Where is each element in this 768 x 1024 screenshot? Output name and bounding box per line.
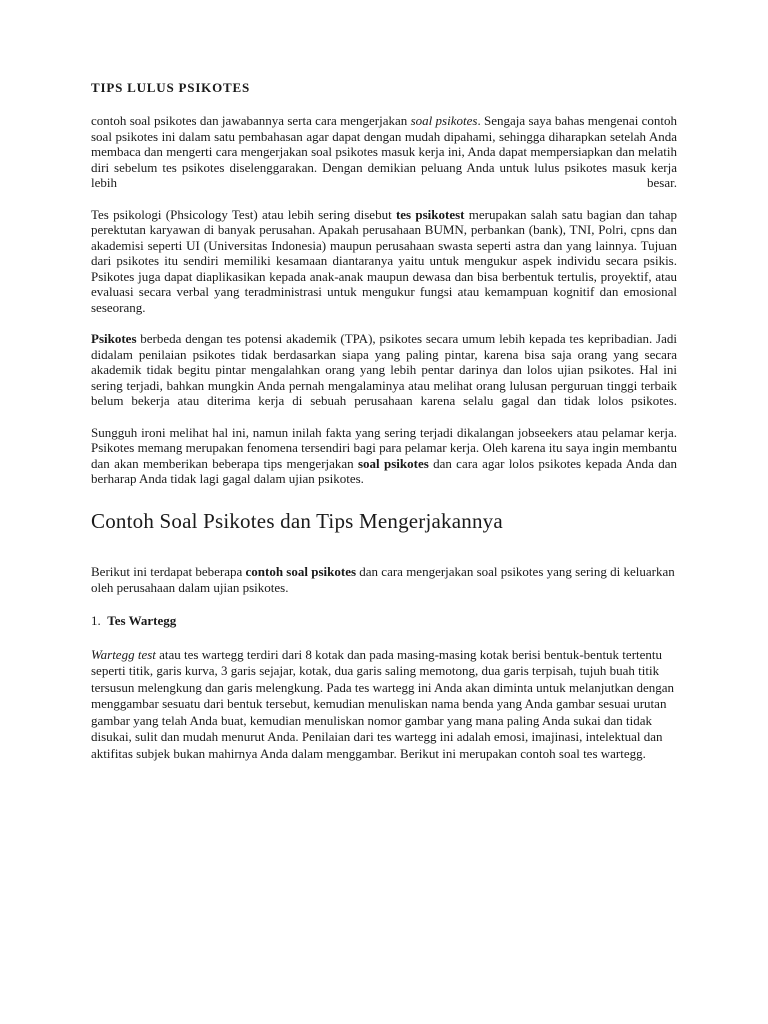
paragraph-tes-psikologi <box>91 207 677 316</box>
tes-psikologi-text-2: merupakan salah satu bagian dan tahap perektutan karyawan di banyak perusahan. Apakah perusahaan BUMN, perbankan (bank), TNI, Polri, cpns dan akademisi seperti UI (Universitas Indonesia) maupun perusahaan swasta seperti astra dan yang lainnya. Tujuan dari psikotes itu sendiri memiliki kesamaan diantaranya yaitu untuk mengukur aspek individu secara psikis. Psikotes juga dapat diaplikasikan kepada anak-anak maupun dewasa dan bisa berbentuk tertulis, proyektif, atau evaluasi secara verbal yang teradministrasi untuk mengukur fungsi atau kemampuan kognitif dan emosional seseorang. <box>91 206 678 315</box>
berikut-bold-term: contoh soal psikotes <box>245 563 357 579</box>
document-title: TIPS LULUS PSIKOTES <box>91 80 250 95</box>
wartegg-italic-term: Wartegg test <box>91 646 156 662</box>
ironi-text-2: dan cara agar lolos psikotes kepada Anda dan berharap Anda tidak lagi gagal dalam ujian psikotes. <box>91 455 677 486</box>
berikut-text-2: dan cara mengerjakan soal psikotes yang sering di keluarkan oleh perusahaan dalam ujian psikotes. <box>91 563 675 595</box>
list-item-tes-wartegg <box>91 613 677 629</box>
intro-text-2: . Sengaja saya bahas mengenai contoh soal psikotes ini dalam satu pembahasan agar dapat dengan mudah dipahami, sehingga diharapkan setelah Anda membaca dan mengerti cara mengerjakan soal psikotes masuk kerja ini, Anda dapat mempersiapkan dan melatih diri sebelum tes psikotes diselenggarakan. Dengan demikian peluang Anda untuk lulus psikotes masuk kerja lebih besar. <box>91 113 677 190</box>
tes-psikologi-text-1: Tes psikologi (Phsicology Test) atau lebih sering disebut <box>91 206 396 222</box>
list-number: 1. <box>91 612 101 628</box>
psikotes-vs-tpa-text: berbeda dengan tes potensi akademik (TPA), psikotes secara umum lebih kepada tes kepribadian. Jadi didalam penilaian psikotes tidak berdasarkan siapa yang paling pintar, karena bisa saja orang yang secara akademik tidak begitu pintar mengalahkan orang yang lebih pentar darinya dan lolos ujian psikotes. Hal ini sering terjadi, bahkan mungkin Anda pernah mengalaminya atau melihat orang lulusan perguruan tinggi terbaik belum bekerja atau diterima kerja di sebuah perusahaan karena selalu gagal dan tidak lolos psikotes. <box>91 331 677 408</box>
document-body <box>91 80 677 778</box>
paragraph-intro <box>91 113 677 191</box>
intro-emphasis-soal-psikotes: soal psikotes <box>410 113 478 128</box>
tes-psikologi-bold-term: tes psikotest <box>395 206 465 222</box>
paragraph-wartegg <box>91 647 677 763</box>
paragraph-ironi <box>91 425 677 487</box>
psikotes-bold-term: Psikotes <box>91 331 137 346</box>
list-label: Tes Wartegg <box>107 612 177 628</box>
berikut-text-1: Berikut ini terdapat beberapa <box>91 563 246 579</box>
wartegg-text: atau tes wartegg terdiri dari 8 kotak dan pada masing-masing kotak berisi bentuk-bentuk tertentu seperti titik, garis kurva, 3 garis sejajar, kotak, dua garis saling memotong, dua garis terpisah, tujuh buah titik tersusun melengkung dan garis melengkung. Pada tes wartegg ini Anda akan diminta untuk melanjutkan dengan menggambar sesuatu dari bentuk tersebut, kemudian menuliskan nama benda yang Anda gambar sesuai urutan gambar yang telah Anda buat, kemudian menuliskan nomor gambar yang mana paling Anda sukai dan tidak disukai, sulit dan mudah menurut Anda. Penilaian dari tes wartegg ini adalah emosi, imajinasi, intelektual dan aktifitas subjek bukan mahirnya Anda dalam menggambar. Berikut ini merupakan contoh soal tes wartegg. <box>91 646 675 761</box>
paragraph-psikotes-vs-tpa <box>91 331 677 409</box>
ironi-bold-term: soal psikotes <box>358 455 429 471</box>
ironi-text-1: Sungguh ironi melihat hal ini, namun inilah fakta yang sering terjadi dikalangan jobseekers atau pelamar kerja. Psikotes memang merupakan fenomena tersendiri bagi para pelamar kerja. Oleh karena itu saya ingin membantu dan akan memberikan beberapa tips mengerjakan <box>91 424 677 471</box>
section-heading: Contoh Soal Psikotes dan Tips Mengerjakannya <box>91 508 503 533</box>
paragraph-berikut <box>91 564 677 597</box>
intro-text-1: contoh soal psikotes dan jawabannya serta cara mengerjakan <box>91 113 411 128</box>
